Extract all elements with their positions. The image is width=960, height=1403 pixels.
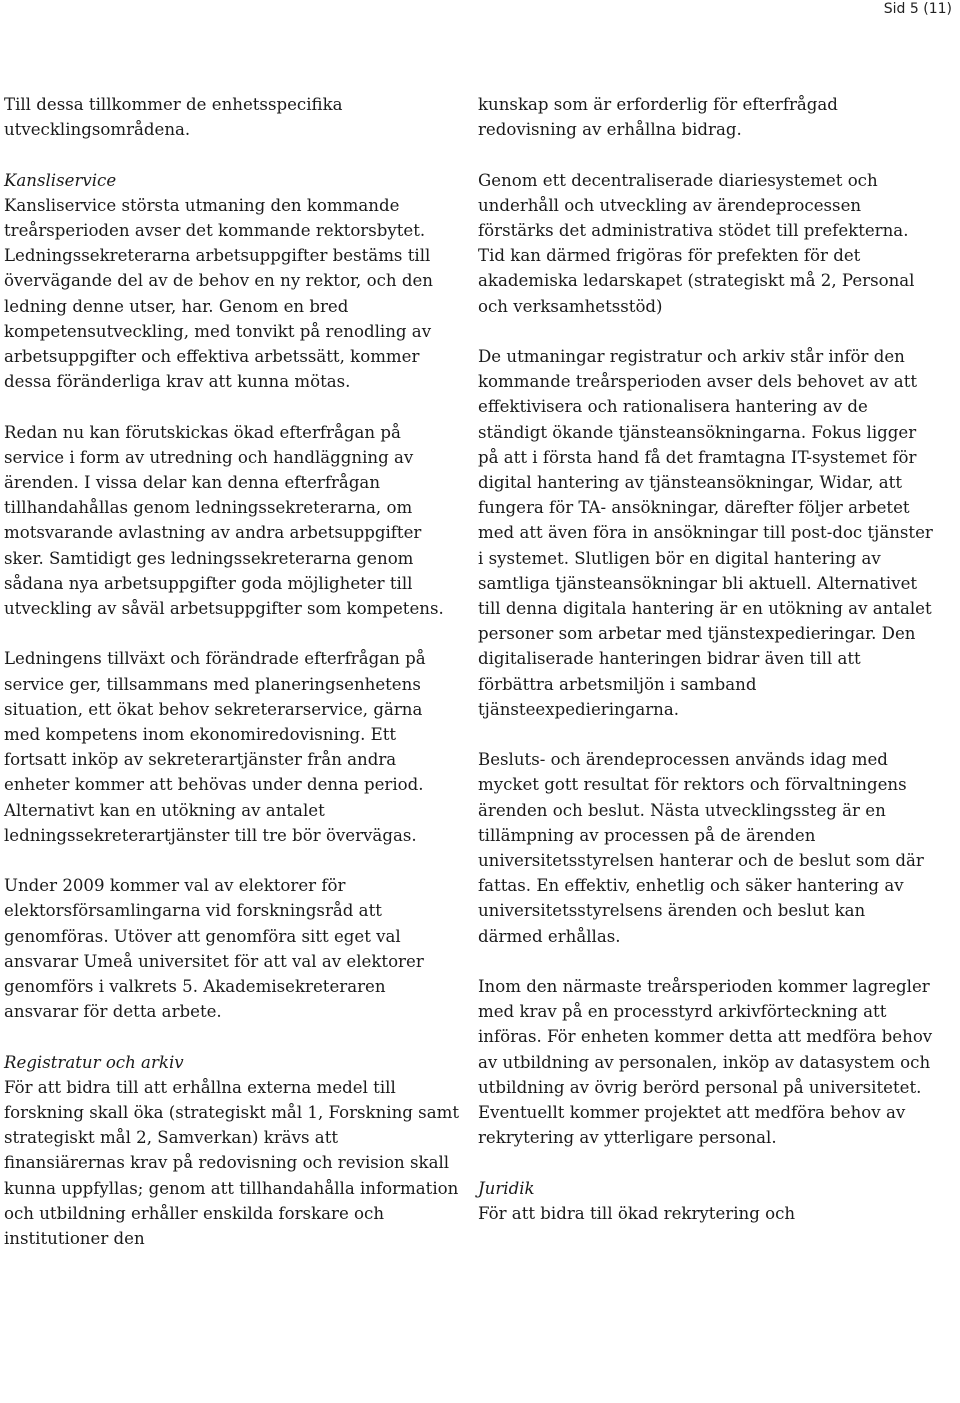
section-heading-kansliservice: Kansliservice (4, 170, 117, 190)
paragraph-registratur: För att bidra till att erhållna externa medel till forskning skall öka (strategiskt mål 1, Forskning samt strategiskt mål 2, Samverkan) krävs att finansiärernas krav på redovisning och revision skall kunna uppfyllas; genom att tillhandahålla information och utbildning erhåller enskilda forskare och institutioner den (4, 1077, 459, 1249)
section-heading-juridik: Juridik (478, 1178, 535, 1198)
paragraph-leadership-growth: Ledningens tillväxt och förändrade efterfrågan på service ger, tillsammans med planeringsenhetens situation, ett ökat behov sekreterarservice, gärna med kompetens inom ekonomiredovisning. Ett fortsatt inköp av sekreterartjänster från andra enheter kommer att behövas under denna period. Alternativt kan en utökning av antalet ledningssekreterartjänster till tre bör övervägas. (4, 649, 426, 845)
page-number: Sid 5 (11) (883, 1, 952, 17)
section-kansliservice (4, 168, 459, 395)
paragraph-elections: Under 2009 kommer val av elektorer för elektorsförsamlingarna vid forskningsråd att genomföras. Utöver att genomföra sitt eget val ansvarar Umeå universitet för att val av elektorer genomförs i valkrets 5. Akademisekreteraren ansvarar för detta arbete. (4, 876, 424, 1022)
paragraph-archive-rules: Inom den närmaste treårsperioden kommer lagregler med krav på en processtyrd arkivförteckning att införas. För enheten kommer detta att medföra behov av utbildning av personalen, inköp av datasystem och utbildning av övrig berörd personal på universitetet. Eventuellt kommer projektet att medföra behov av rekrytering av ytterligare personal. (478, 977, 933, 1148)
right-column (478, 92, 933, 1226)
paragraph-intro: Till dessa tillkommer de enhetsspecifika utvecklingsområdena. (4, 95, 343, 140)
section-heading-registratur: Registratur och arkiv (4, 1052, 184, 1072)
paragraph-continuation: kunskap som är erforderlig för efterfrågad redovisning av erhållna bidrag. (478, 95, 838, 140)
section-registratur (4, 1050, 459, 1252)
paragraph-job-applications: De utmaningar registratur och arkiv står inför den kommande treårsperioden avser dels behovet av att effektivisera och rationalisera hantering av de ständigt ökande tjänsteansökningarna. Fokus ligger på att i första hand få det framtagna IT-systemet för digital hantering av tjänsteansökningar, Widar, att fungera för TA- ansökningar, därefter följer arbetet med att även föra in ansökningar till post-doc tjänster i systemet. Slutligen bör en digital hantering av samtliga tjänsteansökningar bli aktuell. Alternativet till denna digitala hantering är en utökning av antalet personer som arbetar med tjänstexpedieringar. Den digitaliserade hanteringen bidrar även till att förbättra arbetsmiljön i samband tjänsteexpedieringarna. (478, 347, 933, 719)
section-juridik (478, 1176, 933, 1226)
paragraph-kansliservice: Kansliservice största utmaning den kommande treårsperioden avser det kommande rektorsbytet. Ledningssekreterarna arbetsuppgifter bestäms till övervägande del av de behov en ny rektor, och den ledning denne utser, har. Genom en bred kompetensutveckling, med tonvikt på renodling av arbetsuppgifter och effektiva arbetssätt, kommer dessa föränderliga krav att kunna mötas. (4, 195, 433, 392)
left-column (4, 92, 459, 1251)
paragraph-juridik: För att bidra till ökad rekrytering och (478, 1203, 796, 1223)
paragraph-decision-process: Besluts- och ärendeprocessen används idag med mycket gott resultat för rektors och förvaltningens ärenden och beslut. Nästa utvecklingssteg är en tillämpning av processen på de ärenden universitetsstyrelsen hanterar och de beslut som där fattas. En effektiv, enhetlig och säker hantering av universitetsstyrelsens ärenden och beslut kan därmed erhållas. (478, 750, 924, 946)
paragraph-service-demand: Redan nu kan förutskickas ökad efterfrågan på service i form av utredning och handläggning av ärenden. I vissa delar kan denna efterfrågan tillhandahållas genom ledningssekreterarna, om motsvarande avlastning av andra arbetsuppgifter sker. Samtidigt ges ledningssekreterarna genom sådana nya arbetsuppgifter goda möjligheter till utveckling av såväl arbetsuppgifter som kompetens. (4, 422, 444, 619)
paragraph-diary-system: Genom ett decentraliserade diariesystemet och underhåll och utveckling av ärendeprocessen förstärks det administrativa stödet till prefekterna. Tid kan därmed frigöras för prefekten för det akademiska ledarskapet (strategiskt må 2, Personal och verksamhetsstöd) (478, 170, 915, 316)
